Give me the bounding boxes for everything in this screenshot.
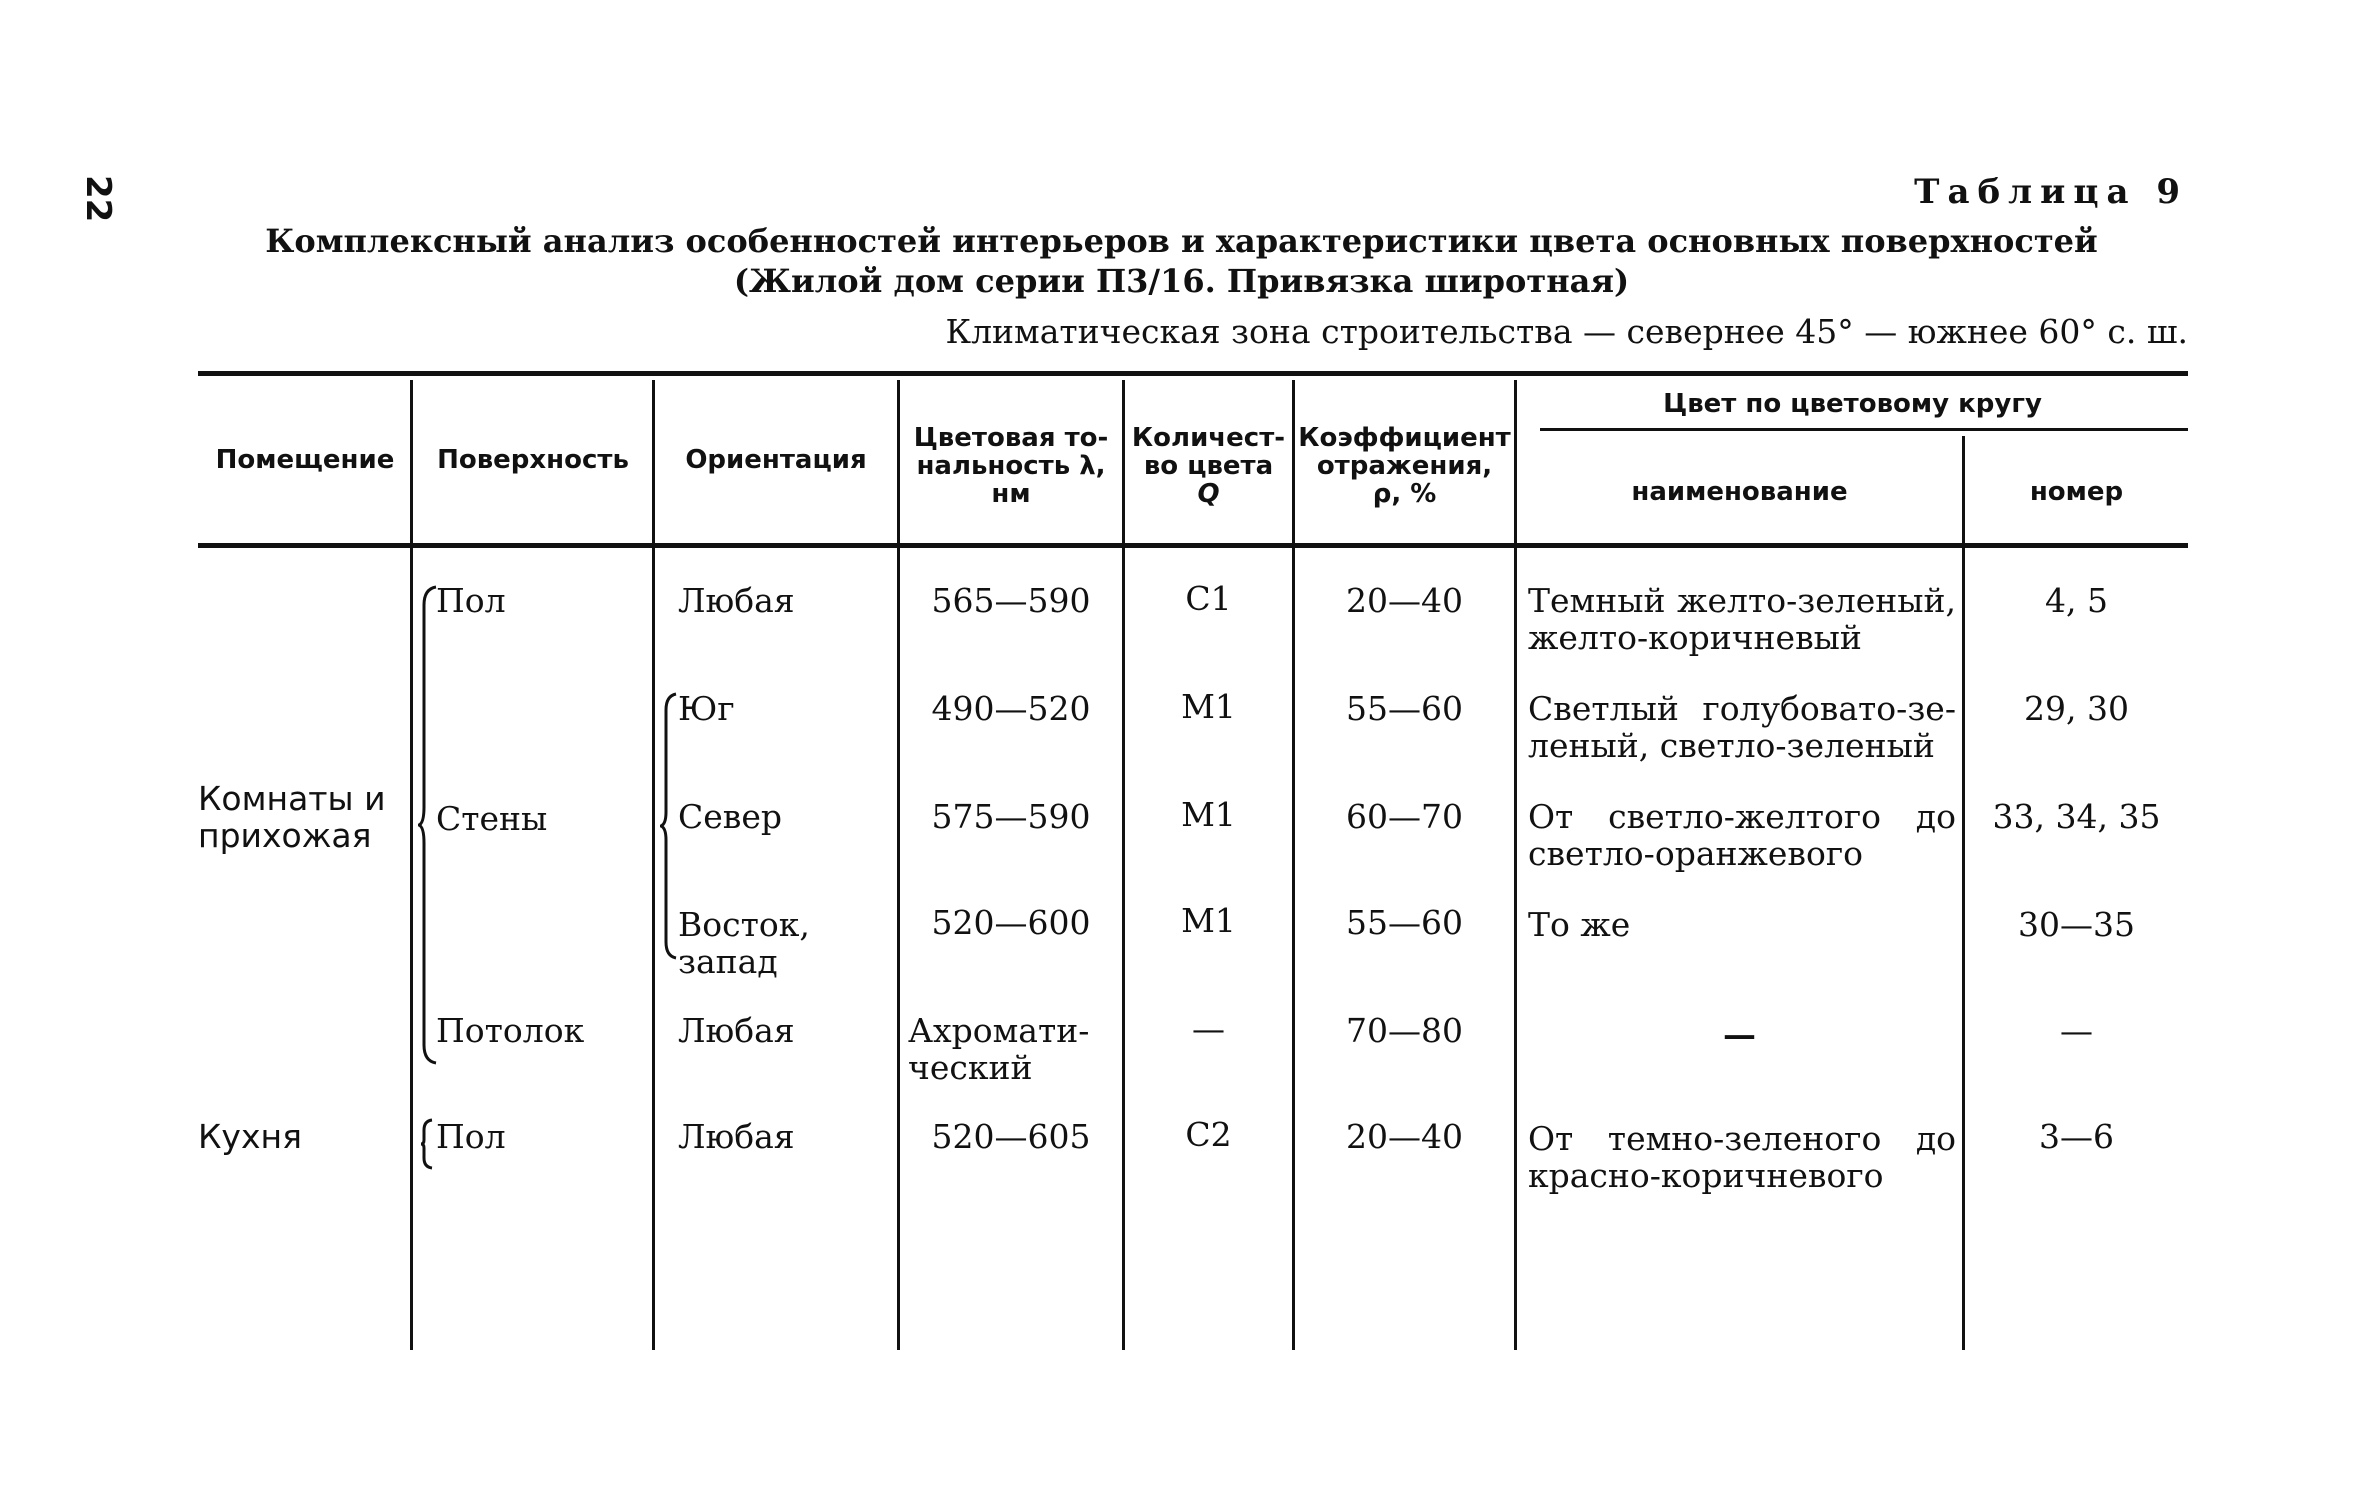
row4-orientation: Восток, запад (678, 905, 810, 981)
row1-tone: 565—590 (931, 581, 1091, 620)
row5-qty: — (1192, 1009, 1225, 1048)
row4-color-number: 30—35 (2018, 905, 2135, 944)
row6-tone: 520—605 (931, 1117, 1091, 1156)
header-color-name: наименование (1631, 477, 1848, 507)
room-kitchen: Кухня (198, 1117, 302, 1156)
header-qty-line1: Количест- (1131, 423, 1286, 453)
col-divider-1 (410, 380, 413, 1350)
header-tone-line3: нм (991, 479, 1031, 509)
row2-qty: M1 (1181, 687, 1236, 726)
kitchen-brace-icon (420, 1118, 434, 1170)
col-divider-7 (1962, 436, 1965, 1350)
row3-orientation: Север (678, 797, 783, 836)
header-orientation: Ориентация (685, 445, 867, 475)
row1-orientation: Любая (678, 581, 795, 620)
header-room: Помещение (215, 445, 395, 475)
row2-color-name: Светлый голубовато-зе-леный, светло-зеленый (1528, 689, 1956, 765)
row4-tone: 520—600 (931, 903, 1091, 942)
row4-coef: 55—60 (1346, 903, 1463, 942)
header-tone-line1: Цветовая то- (913, 423, 1109, 453)
row3-tone: 575—590 (931, 797, 1091, 836)
col-divider-3 (897, 380, 900, 1350)
row3-color-number: 33, 34, 35 (1992, 797, 2161, 836)
header-top-rule (198, 371, 2188, 376)
header-tone (900, 424, 1122, 508)
header-coef-line1: Коэффициент (1298, 423, 1511, 453)
color-circle-rule (1540, 428, 2188, 431)
header-bottom-rule (198, 543, 2188, 548)
room-rooms-hallway (198, 780, 386, 854)
col-divider-5 (1292, 380, 1295, 1350)
surface-ceiling: Потолок (436, 1011, 585, 1050)
row3-color-name: От светло-желтого до светло-оранжевого (1528, 797, 1956, 873)
col-divider-4 (1122, 380, 1125, 1350)
climate-zone: Климатическая зона строительства — севернее 45° — южнее 60° с. ш. (945, 312, 2188, 351)
surface-floor: Пол (436, 581, 506, 620)
row5-orientation: Любая (678, 1011, 795, 1050)
row3-qty: M1 (1181, 795, 1236, 834)
col-divider-6 (1514, 380, 1517, 1350)
row6-coef: 20—40 (1346, 1117, 1463, 1156)
header-surface: Поверхность (437, 445, 629, 475)
table-subtitle: (Жилой дом серии П3/16. Привязка широтная) (733, 262, 1630, 300)
surface-walls: Стены (436, 799, 548, 838)
table-label: Таблица 9 (1914, 172, 2188, 212)
row3-coef: 60—70 (1346, 797, 1463, 836)
row6-color-name: От темно-зеленого до красно-коричневого (1528, 1119, 1956, 1195)
row4-qty: M1 (1181, 901, 1236, 940)
table-title: Комплексный анализ особенностей интерьеров и характеристики цвета основных поверхностей (265, 222, 2098, 260)
row5-coef: 70—80 (1346, 1011, 1463, 1050)
row1-coef: 20—40 (1346, 581, 1463, 620)
row1-qty: C1 (1185, 579, 1232, 618)
row5-color-name: — (1723, 1015, 1756, 1054)
header-coef (1295, 424, 1514, 508)
row2-orientation: Юг (678, 689, 735, 728)
row2-tone: 490—520 (931, 689, 1091, 728)
header-tone-line2: нальность λ, (916, 451, 1106, 481)
row1-color-name: Темный желто-зеленый, желто-коричневый (1528, 581, 1956, 657)
header-coef-line3: ρ, % (1372, 479, 1437, 509)
surface-kitchen-floor: Пол (436, 1117, 506, 1156)
row5-tone: Ахромати-ческий (908, 1011, 1090, 1087)
row6-color-number: 3—6 (2039, 1117, 2114, 1156)
orientation-brace-icon (660, 692, 680, 960)
header-qty (1125, 424, 1292, 508)
row2-coef: 55—60 (1346, 689, 1463, 728)
page-number: 22 (78, 175, 118, 223)
row5-color-number: — (2060, 1011, 2093, 1050)
header-color-number: номер (2029, 477, 2124, 507)
col-divider-2 (652, 380, 655, 1350)
header-color-circle: Цвет по цветовому кругу (1663, 389, 2042, 419)
header-qty-line3: Q (1197, 479, 1220, 509)
row6-qty: C2 (1185, 1115, 1232, 1154)
row2-color-number: 29, 30 (2024, 689, 2129, 728)
header-coef-line2: отражения, (1316, 451, 1493, 481)
row6-orientation: Любая (678, 1117, 795, 1156)
header-qty-line2: во цвета (1143, 451, 1274, 481)
row4-color-name: То же (1528, 905, 1631, 944)
room-line1: Комнаты и (198, 779, 386, 818)
row1-color-number: 4, 5 (2045, 581, 2108, 620)
room-line2: прихожая (198, 816, 372, 855)
